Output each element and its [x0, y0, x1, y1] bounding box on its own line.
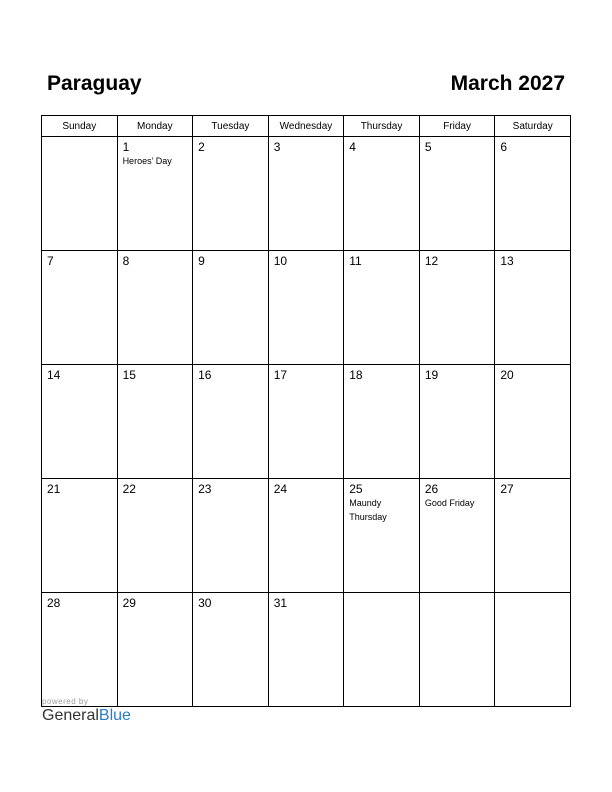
day-cell [268, 137, 344, 251]
week-row [42, 593, 571, 707]
country-title: Paraguay [47, 72, 142, 95]
day-cell [268, 365, 344, 479]
day-number: 12 [424, 254, 439, 268]
day-cell [42, 479, 118, 593]
day-number: 24 [273, 482, 288, 496]
day-number: 17 [273, 368, 288, 382]
logo-blue: Blue [98, 707, 131, 724]
weekday-monday: Monday [117, 116, 193, 137]
day-number: 26 [424, 482, 439, 496]
day-number: 3 [273, 140, 281, 154]
week-row [42, 365, 571, 479]
day-cell [495, 251, 571, 365]
day-cell [419, 137, 495, 251]
day-number: 20 [500, 368, 514, 382]
day-cell [495, 593, 571, 707]
day-number: 13 [500, 254, 514, 268]
day-number: 21 [47, 482, 61, 496]
day-cell [268, 479, 344, 593]
day-cell [495, 137, 571, 251]
day-cell [268, 251, 344, 365]
day-cell [42, 365, 118, 479]
day-cell [193, 593, 269, 707]
day-cell [193, 365, 269, 479]
day-cell [344, 479, 420, 593]
day-number: 5 [424, 140, 432, 154]
day-number: 6 [500, 140, 508, 154]
powered-by-text: powered by [42, 697, 89, 706]
day-number: 10 [273, 254, 288, 268]
weekday-saturday: Saturday [495, 116, 571, 137]
day-number: 4 [349, 140, 356, 154]
day-number: 25 [349, 482, 363, 496]
day-number: 31 [273, 596, 288, 610]
day-cell [117, 137, 193, 251]
day-number: 23 [198, 482, 212, 496]
weekday-thursday: Thursday [344, 116, 420, 137]
day-number: 9 [198, 254, 205, 268]
day-cell [344, 365, 420, 479]
day-number: 2 [198, 140, 205, 154]
day-number: 15 [122, 368, 136, 382]
logo-general: General [42, 707, 99, 724]
day-cell [193, 251, 269, 365]
day-number: 8 [122, 254, 130, 268]
calendar-grid [41, 115, 571, 707]
day-cell [419, 365, 495, 479]
week-row [42, 137, 571, 251]
weekday-wednesday: Wednesday [268, 116, 344, 137]
day-cell [117, 251, 193, 365]
day-cell [193, 137, 269, 251]
holiday-label: Heroes’ Day [122, 156, 172, 166]
footer-branding [42, 697, 131, 725]
day-number: 18 [349, 368, 363, 382]
weekday-header-row [42, 116, 571, 137]
day-number: 19 [424, 368, 439, 382]
weekday-tuesday: Tuesday [193, 116, 269, 137]
weekday-sunday: Sunday [42, 116, 118, 137]
day-cell [268, 593, 344, 707]
day-number: 14 [47, 368, 61, 382]
day-cell [42, 137, 118, 251]
month-title: March 2027 [450, 72, 565, 95]
day-cell [419, 479, 495, 593]
day-number: 29 [122, 596, 136, 610]
day-cell [42, 593, 118, 707]
day-cell [344, 593, 420, 707]
day-number: 16 [198, 368, 212, 382]
day-number: 30 [198, 596, 212, 610]
day-number: 22 [122, 482, 136, 496]
day-cell [193, 479, 269, 593]
day-number: 27 [500, 482, 514, 496]
week-row [42, 479, 571, 593]
day-cell [117, 479, 193, 593]
day-cell [344, 137, 420, 251]
day-cell [495, 479, 571, 593]
day-cell [419, 251, 495, 365]
day-cell [117, 365, 193, 479]
day-cell [117, 593, 193, 707]
week-row [42, 251, 571, 365]
day-cell [42, 251, 118, 365]
day-cell [344, 251, 420, 365]
generalblue-logo [42, 707, 131, 725]
holiday-label: Maundy Thursday [349, 498, 387, 522]
day-number: 28 [47, 596, 61, 610]
day-number: 7 [47, 254, 54, 268]
day-number: 1 [122, 140, 130, 154]
day-cell [495, 365, 571, 479]
day-cell [419, 593, 495, 707]
holiday-label: Good Friday [424, 498, 475, 508]
weekday-friday: Friday [419, 116, 495, 137]
day-number: 11 [349, 254, 362, 268]
